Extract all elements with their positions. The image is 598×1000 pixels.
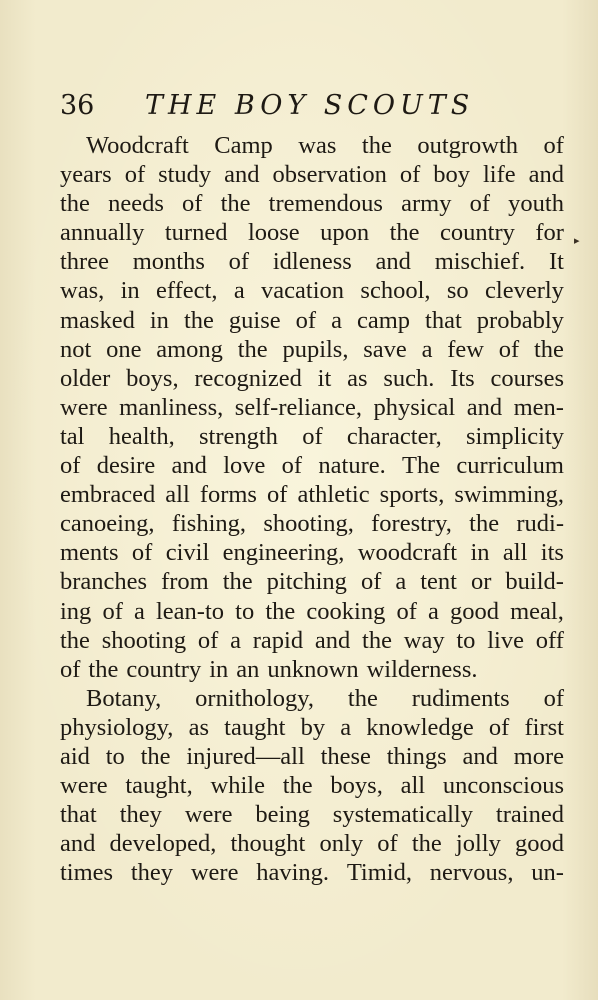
word: aid: [60, 742, 90, 770]
word: courses: [490, 364, 564, 392]
text-line: [60, 160, 564, 189]
page-number: 36: [60, 90, 95, 121]
word: lean-to: [155, 597, 225, 625]
word: tremendous: [268, 190, 383, 218]
word: ing: [60, 597, 92, 625]
word: of: [488, 713, 510, 741]
word: needs: [108, 190, 164, 218]
word: loose: [247, 219, 300, 247]
word: they: [130, 859, 174, 887]
text-line: [60, 684, 564, 713]
word: rudi-: [516, 510, 564, 538]
text-line: [60, 218, 564, 247]
word: health,: [108, 422, 175, 450]
word: to: [456, 626, 476, 654]
word: the: [183, 306, 214, 334]
text-line: [60, 655, 564, 684]
page-header: [60, 86, 540, 126]
word: an: [236, 655, 260, 683]
word: strength: [199, 422, 278, 450]
word: men-: [513, 393, 564, 421]
word: unknown: [267, 655, 359, 683]
word: of: [60, 655, 81, 683]
word: sports,: [379, 481, 445, 509]
word: desire: [96, 452, 156, 480]
margin-arrow-icon: ▸: [574, 234, 580, 247]
word: in: [149, 306, 169, 334]
word: the: [411, 830, 442, 858]
word: tal: [60, 422, 85, 450]
body-text: [60, 131, 564, 887]
word: developed,: [109, 830, 217, 858]
word: that: [60, 801, 97, 829]
word: cleverly: [485, 277, 564, 305]
word: taught,: [125, 772, 193, 800]
word: un-: [531, 859, 564, 887]
word: of: [131, 539, 153, 567]
word: guise: [228, 306, 281, 334]
word: a: [421, 335, 433, 363]
word: good: [515, 830, 564, 858]
word: a: [230, 626, 241, 654]
word: swimming,: [454, 481, 564, 509]
word: the: [469, 510, 500, 538]
word: they: [119, 801, 162, 829]
word: all: [165, 481, 190, 509]
word: the: [222, 568, 253, 596]
word: of: [469, 190, 491, 218]
word: of: [295, 306, 317, 334]
word: that: [425, 306, 462, 334]
text-line: [60, 393, 564, 422]
word: from: [161, 568, 209, 596]
text-line: [60, 364, 564, 393]
text-line: [60, 509, 564, 538]
word: the: [347, 684, 378, 712]
word: taught: [224, 713, 286, 741]
word: Its: [450, 364, 475, 392]
word: of: [197, 626, 219, 654]
word: self-reliance,: [234, 393, 362, 421]
word: boys,: [126, 364, 179, 392]
word: turned: [164, 219, 228, 247]
word: it: [317, 364, 332, 392]
word: unconscious: [442, 772, 564, 800]
word: injured—all: [186, 742, 305, 770]
word: having.: [256, 859, 330, 887]
word: and: [528, 161, 564, 189]
word: shooting,: [263, 510, 354, 538]
word: the: [362, 626, 392, 654]
word: outgrowth: [417, 132, 519, 159]
text-line: [60, 451, 564, 480]
word: recognized: [194, 364, 302, 392]
word: love: [223, 452, 266, 480]
word: the: [282, 772, 313, 800]
word: athletic: [297, 481, 370, 509]
text-line: [60, 276, 564, 305]
word: Camp: [214, 132, 273, 159]
word: of: [124, 161, 146, 189]
word: rudiments: [411, 684, 510, 712]
word: in: [470, 539, 490, 567]
word: live: [487, 626, 524, 654]
word: good: [450, 597, 499, 625]
word: these: [320, 742, 371, 770]
word: were: [60, 393, 108, 421]
word: were: [184, 801, 233, 829]
word: the: [237, 335, 268, 363]
word: camp: [356, 306, 411, 334]
word: embraced: [60, 481, 156, 509]
word: the: [140, 742, 171, 770]
word: civil: [165, 539, 210, 567]
word: the: [60, 626, 90, 654]
word: Woodcraft: [86, 132, 189, 159]
text-line: [60, 567, 564, 596]
word: and: [60, 830, 96, 858]
word: were: [190, 859, 239, 887]
word: army: [401, 190, 452, 218]
word: pitching: [266, 568, 347, 596]
word: and: [466, 393, 503, 421]
word: pupils,: [282, 335, 349, 363]
word: and: [171, 452, 207, 480]
word: rapid: [252, 626, 304, 654]
word: so: [446, 277, 469, 305]
word: masked: [60, 306, 135, 334]
text-line: [60, 597, 564, 626]
word: ments: [60, 539, 119, 567]
word: way: [403, 626, 445, 654]
word: one: [106, 335, 142, 363]
word: of: [267, 481, 288, 509]
word: and: [224, 161, 260, 189]
word: Timid,: [346, 859, 412, 887]
word: of: [396, 597, 417, 625]
word: were: [60, 772, 108, 800]
word: branches: [60, 568, 148, 596]
word: vacation: [261, 277, 345, 305]
word: country: [126, 655, 202, 683]
text-line: [60, 771, 564, 800]
text-line: [60, 306, 564, 335]
word: meal,: [510, 597, 564, 625]
word: the: [533, 335, 564, 363]
word: school,: [360, 277, 431, 305]
word: physiology,: [60, 713, 174, 741]
text-line: [60, 858, 564, 887]
word: forms: [199, 481, 257, 509]
word: of: [498, 335, 520, 363]
word: the: [60, 190, 90, 218]
word: the: [361, 132, 392, 159]
word: the: [88, 655, 119, 683]
word: all: [502, 539, 528, 567]
word: fishing,: [171, 510, 247, 538]
word: the: [389, 219, 420, 247]
word: a: [428, 597, 439, 625]
word: first: [524, 713, 564, 741]
word: knowledge: [366, 713, 474, 741]
word: probably: [476, 306, 564, 334]
word: by: [300, 713, 326, 741]
word: physical: [373, 393, 456, 421]
word: study: [158, 161, 212, 189]
text-line: [60, 247, 564, 276]
word: or: [470, 568, 492, 596]
word: in: [120, 277, 140, 305]
word: of: [399, 161, 421, 189]
word: annually: [60, 219, 145, 247]
word: older: [60, 364, 111, 392]
word: woodcraft: [357, 539, 458, 567]
word: observation: [272, 161, 387, 189]
word: things: [386, 742, 447, 770]
word: a: [340, 713, 352, 741]
word: of: [543, 684, 564, 712]
word: curriculum: [456, 452, 564, 480]
word: jolly: [455, 830, 501, 858]
word: nervous,: [429, 859, 514, 887]
word: of: [302, 422, 323, 450]
word: The: [402, 452, 441, 480]
word: few: [447, 335, 484, 363]
text-line: [60, 538, 564, 567]
text-line: [60, 742, 564, 771]
text-line: [60, 480, 564, 509]
word: trained: [495, 801, 564, 829]
word: a: [331, 306, 342, 334]
text-line: [60, 626, 564, 655]
word: of: [60, 452, 81, 480]
word: the: [220, 190, 251, 218]
text-line: [60, 131, 564, 160]
word: thought: [230, 830, 306, 858]
word: Botany,: [86, 684, 162, 712]
text-line: [60, 829, 564, 858]
text-line: [60, 335, 564, 364]
word: three: [60, 248, 109, 276]
word: years: [60, 161, 112, 189]
word: character,: [346, 422, 442, 450]
word: and: [462, 742, 498, 770]
word: more: [513, 742, 564, 770]
word: was,: [60, 277, 105, 305]
word: engineering,: [222, 539, 345, 567]
word: forestry,: [371, 510, 452, 538]
text-line: [60, 800, 564, 829]
word: simplicity: [466, 422, 564, 450]
word: was: [298, 132, 337, 159]
word: wilderness.: [366, 655, 478, 683]
word: a: [233, 277, 245, 305]
text-line: [60, 189, 564, 218]
word: ornithology,: [195, 684, 315, 712]
word: nature.: [318, 452, 386, 480]
word: cooking: [306, 597, 386, 625]
word: mischief.: [434, 248, 526, 276]
word: boy: [433, 161, 470, 189]
word: shooting: [101, 626, 187, 654]
word: for: [535, 219, 564, 247]
word: a: [133, 597, 145, 625]
word: of: [377, 830, 398, 858]
word: idleness: [272, 248, 352, 276]
word: boys,: [330, 772, 383, 800]
word: being: [255, 801, 310, 829]
word: and: [375, 248, 411, 276]
word: among: [156, 335, 223, 363]
word: the: [265, 597, 296, 625]
word: and: [314, 626, 351, 654]
word: off: [535, 626, 564, 654]
text-line: [60, 422, 564, 451]
word: only: [319, 830, 364, 858]
word: country: [440, 219, 515, 247]
word: of: [182, 190, 203, 218]
word: of: [102, 597, 123, 625]
word: as: [188, 713, 210, 741]
word: systematically: [332, 801, 473, 829]
word: months: [132, 248, 205, 276]
word: a: [395, 568, 407, 596]
word: not: [60, 335, 92, 363]
word: its: [540, 539, 564, 567]
running-head: THE BOY SCOUTS: [145, 90, 475, 121]
word: It: [548, 248, 564, 276]
word: youth: [508, 190, 564, 218]
word: life: [482, 161, 516, 189]
word: canoeing,: [60, 510, 155, 538]
word: tent: [420, 568, 457, 596]
word: to: [105, 742, 125, 770]
word: times: [60, 859, 114, 887]
word: while: [210, 772, 265, 800]
word: save: [363, 335, 407, 363]
word: build-: [505, 568, 564, 596]
word: as: [347, 364, 368, 392]
word: all: [400, 772, 426, 800]
word: manliness,: [119, 393, 224, 421]
word: of: [360, 568, 382, 596]
word: to: [235, 597, 255, 625]
word: upon: [320, 219, 370, 247]
word: of: [543, 132, 564, 159]
word: effect,: [156, 277, 218, 305]
word: in: [209, 655, 229, 683]
word: of: [281, 452, 303, 480]
word: of: [228, 248, 250, 276]
word: such.: [383, 364, 435, 392]
text-line: [60, 713, 564, 742]
